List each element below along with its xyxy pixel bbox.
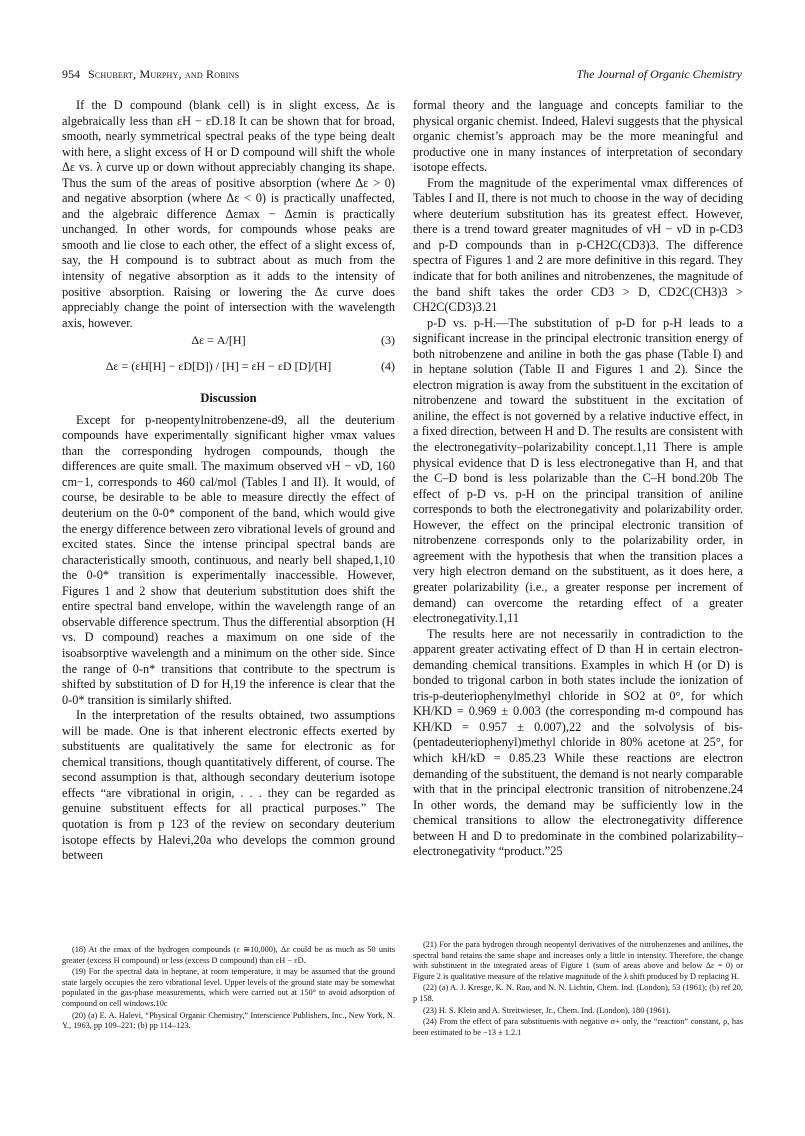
- body-paragraph: Except for p-neopentylnitrobenzene-d9, all the deuterium compounds have experimentally significant higher νmax values than the corresponding hydrogen compounds, though the differences are quite small. The maximum observed νH − νD, 160 cm−1, corresponds to 460 cal/mol (Tables I and II). It would, of course, be desirable to be able to measure directly the effect of deuterium on the 0-0* component of the band, which would give the energy difference between zero vibrational levels of ground and excited states. Since the intense principal spectral bands are characteristically smooth, continuous, and nearly bell shaped,1,10 the 0-0* transition is experimentally inaccessible. However, Figures 1 and 2 show that deuterium substitution does shift the entire spectral band envelope, within the wavelength range of an observable difference spectrum. Thus the differential absorption (H vs. D compound) reaches a maximum on one side of the isoabsorptive wavelength and a minimum on the other side. Since the range of 0-n* transitions that contribute to the spectrum is shifted by substitution of D for H,19 the inference is clear that the 0-0* transition is similarly shifted.: [62, 412, 395, 707]
- header-journal-title: The Journal of Organic Chemistry: [576, 67, 742, 81]
- body-paragraph: p-D vs. p-H.—The substitution of p-D for p-H leads to a significant increase in the principal electronic transition energy of both nitrobenzene and aniline in both the gas phase (Table I) and in heptane solution (Table II and Figures 1 and 2). Since the electron migration is away from the substituent in the excitation of nitrobenzene and toward the substituent in the excitation of aniline, the effect is not governed by a relative inductive effect, in a fixed direction, between H and D. The results are consistent with the electronegativity–polarizability concept.1,11 There is ample physical evidence that D is less electronegative than H, and that the C–D bond is less polarizable than the C–H bond.20b The effect of p-D vs. p-H on the principal transition of aniline corresponds to both the electronegativity and polarizability order. However, the effect on the principal electronic transition of nitrobenzene corresponds only to the polarizability order, in agreement with the hypothesis that when the transition places a very high electron demand on the substituent, as it does here, a greater polarizability (i.e., a greater response per increment of demand) can overcome the retarding effect of a greater electronegativity.1,11: [413, 315, 743, 626]
- equation-expression: Δε = A/[H]: [191, 333, 246, 348]
- right-column: [413, 98, 743, 860]
- footnote: (24) From the effect of para substituents with negative σ+ only, the “reaction” constant, ρ, has been estimated to be −13 ± 1.2.1: [413, 1017, 743, 1037]
- equation-4: [62, 353, 395, 383]
- footnotes-right: [413, 940, 743, 1039]
- section-heading: Discussion: [200, 391, 257, 406]
- header-authors: Schubert, Murphy, and Robins: [88, 67, 240, 81]
- body-paragraph: In the interpretation of the results obtained, two assumptions will be made. One is that inherent electronic effects exerted by substituents are qualitatively the same for electronic as for chemical transitions, though quantitatively different, of course. The second assumption is that, although secondary deuterium isotope effects “are vibrational in origin, . . . they can be regarded as genuine substituent effects for all practical purposes.” The quotation is from p 123 of the review on secondary deuterium isotope effects by Halevi,20a who develops the common ground between: [62, 708, 395, 863]
- body-paragraph: If the D compound (blank cell) is in slight excess, Δε is algebraically less than εH − εD.18 It can be shown that for broad, smooth, nearly symmetrical spectral peaks of the type being dealt with here, a slight excess of H or D compound will shift the whole Δε vs. λ curve up or down without appreciably changing its shape. Thus the sum of the areas of positive absorption (where Δε > 0) and negative absorption (where Δε < 0) is practically unaffected, and the algebraic difference Δεmax − Δεmin is practically unchanged. In other words, for compounds whose peaks are smooth and lie close to each other, the effect of a slight excess of, say, the H compound is to subtract about as much from the intensity of negative absorption as it adds to the intensity of positive absorption. Raising or lowering the Δε curve does appreciably change the point of intersection with the wavelength axis, however.: [62, 98, 395, 330]
- footnote: (20) (a) E. A. Halevi, “Physical Organic Chemistry,” Interscience Publishers, Inc., New York, N. Y., 1963, pp 109–221; (b) pp 114–123.: [62, 1010, 395, 1031]
- left-column: [62, 98, 395, 864]
- footnotes-left: [62, 945, 395, 1033]
- body-paragraph: From the magnitude of the experimental νmax differences of Tables I and II, there is not much to choose in the way of deciding where deuterium substitution has its greatest effect. However, there is a trend toward greater magnitudes of νH − νD in p-CD3 and p-D compounds than in p-CH2C(CD3)3. The difference spectra of Figures 1 and 2 are more definitive in this regard. They indicate that for both anilines and nitrobenzenes, the magnitude of the band shift takes the order CD3 > D, CD2C(CH3)3 > CH2C(CD3)3.21: [413, 175, 743, 315]
- equation-number: (3): [381, 333, 395, 348]
- equation-3: [62, 331, 395, 353]
- footnote: (23) H. S. Klein and A. Streitwieser, Jr., Chem. Ind. (London), 180 (1961).: [423, 1005, 671, 1015]
- footnote: (19) For the spectral data in heptane, at room temperature, it may be assumed that the ground state largely occupies the zero vibrational level. Upper levels of the ground state may be somewhat populated in the gas-phase measurements, which were carried out at 150° to avoid adsorption of compound on cell windows.10c: [62, 967, 395, 1008]
- footnote: (21) For the para hydrogen through neopentyl derivatives of the nitrobenzenes and anilines, the spectral band retains the same shape and increases only a little in intensity. Therefore, the change with substituent in the integrated areas of Figure 1 (sum of areas above and below Δε = 0) or Figure 2 is qualitative measure of the relative magnitude of the λ shift produced by D replacing H.: [413, 940, 743, 981]
- body-paragraph: formal theory and the language and concepts familiar to the physical organic chemist. Indeed, Halevi suggests that the physical organic chemist’s approach may be the more meaningful and productive one in many instances of interpretation of secondary isotope effects.: [413, 98, 743, 175]
- running-header: [62, 64, 742, 84]
- footnote: (22) (a) A. J. Kresge, K. N. Rao, and N. N. Lichtin, Chem. Ind. (London), 53 (1961); (b) ref 20, p 158.: [413, 983, 743, 1003]
- footnote: (18) At the εmax of the hydrogen compounds (ε ≅10,000), Δε could be as much as 50 units greater (excess H compound) or less (excess D compound) than εH − εD.: [62, 945, 395, 965]
- equation-expression: Δε = (εH[H] − εD[D]) / [H] = εH − εD [D]/[H]: [105, 359, 332, 374]
- body-paragraph: The results here are not necessarily in contradiction to the apparent greater activating effect of D than H in certain electron-demanding chemical transitions. Examples in which H (or D) is bonded to trigonal carbon in both states include the ionization of tris-p-deuteriophenylmethyl chloride in SO2 at 0°, for which KH/KD = 0.969 ± 0.003 (the corresponding m-d compound has KH/KD = 0.957 ± 0.007),22 and the solvolysis of bis-(pentadeuteriophenyl)methyl chloride in 80% acetone at 25°, for which kH/kD = 0.85.23 While these reactions are electron demanding of the substituent, the demand is not nearly comparable with that in the principal electronic transition of nitrobenzene.24 In other words, the demand may be sufficiently low in the chemical transitions to allow the electronegativity difference between H and D to predominate in the combined polarizability–electronegativity “product.”25: [413, 626, 743, 859]
- page-number: 954: [62, 67, 80, 81]
- equation-number: (4): [381, 359, 395, 374]
